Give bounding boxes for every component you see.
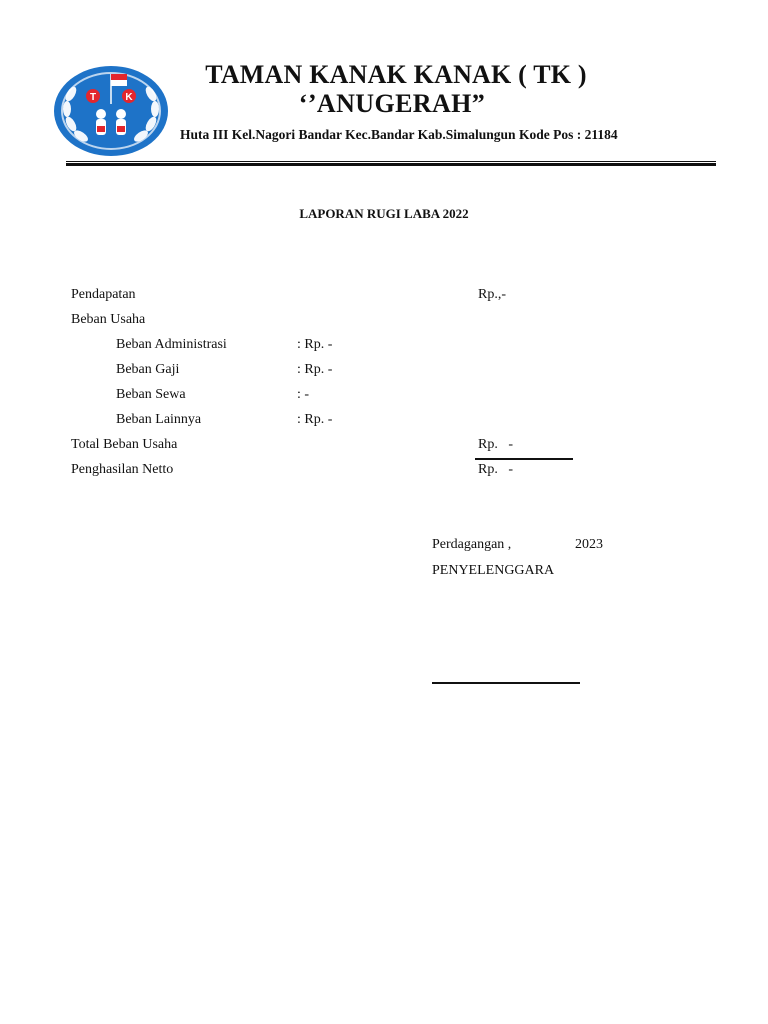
expense-label: Beban Administrasi <box>116 337 227 352</box>
header-divider-thin <box>66 161 716 162</box>
beban-usaha-label: Beban Usaha <box>71 312 146 327</box>
signature-line <box>432 682 580 684</box>
header-divider-thick <box>66 163 716 166</box>
penghasilan-netto-label: Penghasilan Netto <box>71 462 174 477</box>
signature-place: Perdagangan , <box>432 537 512 552</box>
signature-role: PENYELENGGARA <box>432 563 555 578</box>
logo-letter-k: K <box>125 92 133 103</box>
penghasilan-netto-value: Rp. - <box>478 462 513 477</box>
pendapatan-label: Pendapatan <box>71 287 136 302</box>
school-name: TAMAN KANAK KANAK ( TK ) <box>205 60 587 89</box>
pendapatan-value: Rp.,- <box>478 287 506 302</box>
total-underline <box>475 458 573 460</box>
logo-letter-t: T <box>89 92 97 103</box>
school-subname: ‘’ANUGERAH” <box>298 89 486 118</box>
expense-value: : Rp. - <box>297 362 333 377</box>
expense-label: Beban Sewa <box>116 387 186 402</box>
expense-value: : Rp. - <box>297 337 333 352</box>
signature-year: 2023 <box>575 537 603 552</box>
expense-value: : - <box>297 387 310 402</box>
expense-label: Beban Gaji <box>116 362 180 377</box>
school-address: Huta III Kel.Nagori Bandar Kec.Bandar Kab.Simalungun Kode Pos : 21184 <box>180 127 618 142</box>
total-beban-label: Total Beban Usaha <box>71 437 178 452</box>
expense-label: Beban Lainnya <box>116 412 202 427</box>
expense-value: : Rp. - <box>297 412 333 427</box>
flag-icon <box>111 74 127 80</box>
tk-emblem-logo <box>53 64 169 158</box>
total-beban-value: Rp. - <box>478 437 513 452</box>
report-title: LAPORAN RUGI LABA 2022 <box>299 206 469 221</box>
